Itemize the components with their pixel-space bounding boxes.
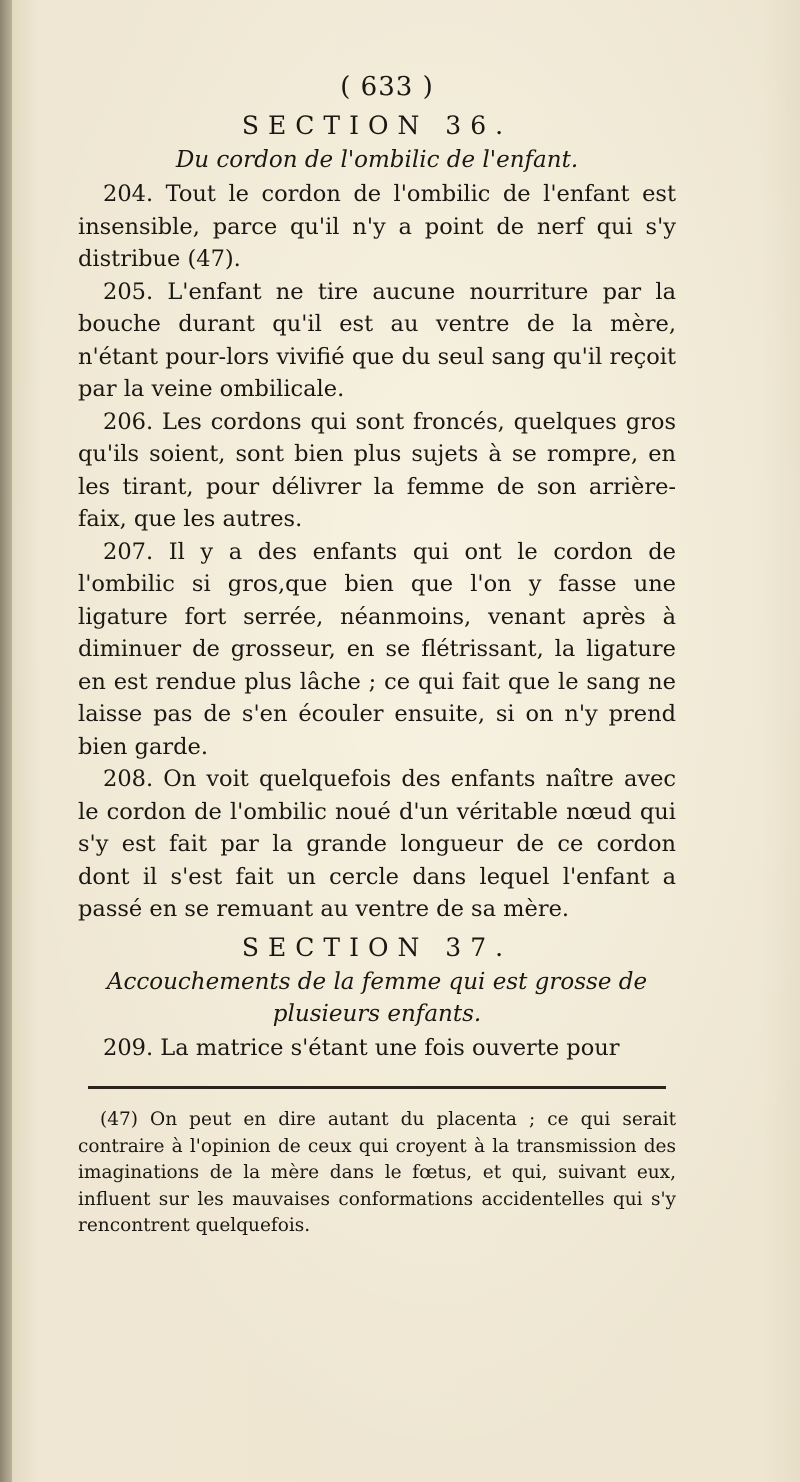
- section-subtitle: Accouchements de la femme qui est grosse de plusieurs enfants.: [106, 968, 648, 1027]
- section-title: SECTION 36.: [241, 111, 513, 140]
- paragraph-208: 208. On voit quelquefois des enfants naître avec le cordon de l'ombilic noué d'un véritable nœud qui s'y est fait par la grande longueur de ce cordon dont il s'est fait un cercle dans lequel l'enfant a passé en se remuant au ventre de sa mère.: [78, 766, 676, 922]
- section-subtitle: Du cordon de l'ombilic de l'enfant.: [175, 147, 579, 173]
- section-title: SECTION 37.: [241, 932, 513, 962]
- book-spine: [0, 0, 12, 1482]
- footnote-divider: [88, 1086, 666, 1089]
- page-number: ( 633 ): [340, 72, 434, 102]
- paragraph-206: 206. Les cordons qui sont froncés, quelques gros qu'ils soient, sont bien plus sujets à se rompre, en les tirant, pour délivrer la femme de son arrière-faix, que les autres.: [78, 408, 676, 532]
- paragraph-207: 207. Il y a des enfants qui ont le cordon de l'ombilic si gros,que bien que l'on y fasse une ligature fort serrée, néanmoins, venant après à diminuer de grosseur, en se flétrissant, la ligature en est rendue plus lâche ; ce qui fait que le sang ne laisse pas de s'en écouler ensuite, si on n'y prend bien garde.: [78, 538, 676, 760]
- paragraph-209: 209. La matrice s'étant une fois ouverte pour: [103, 1034, 620, 1061]
- section-37: [78, 930, 676, 1065]
- paragraph-205: 205. L'enfant ne tire aucune nourriture par la bouche durant qu'il est au ventre de la mère, n'étant pour-lors vivifié que du seul sang qu'il reçoit par la veine ombilicale.: [78, 278, 676, 402]
- page-content: [78, 70, 676, 1258]
- footnote-47: (47) On peut en dire autant du placenta ; ce qui serait contraire à l'opinion de ceux qui croyent à la transmission des imaginations de la mère dans le fœtus, et qui, suivant eux, influent sur les mauvaises conformations accidentelles qui s'y rencontrent quelquefois.: [78, 1109, 676, 1236]
- section-36: [78, 108, 676, 926]
- paragraph-204: 204. Tout le cordon de l'ombilic de l'enfant est insensible, parce qu'il n'y a point de nerf qui s'y distribue (47).: [78, 181, 676, 272]
